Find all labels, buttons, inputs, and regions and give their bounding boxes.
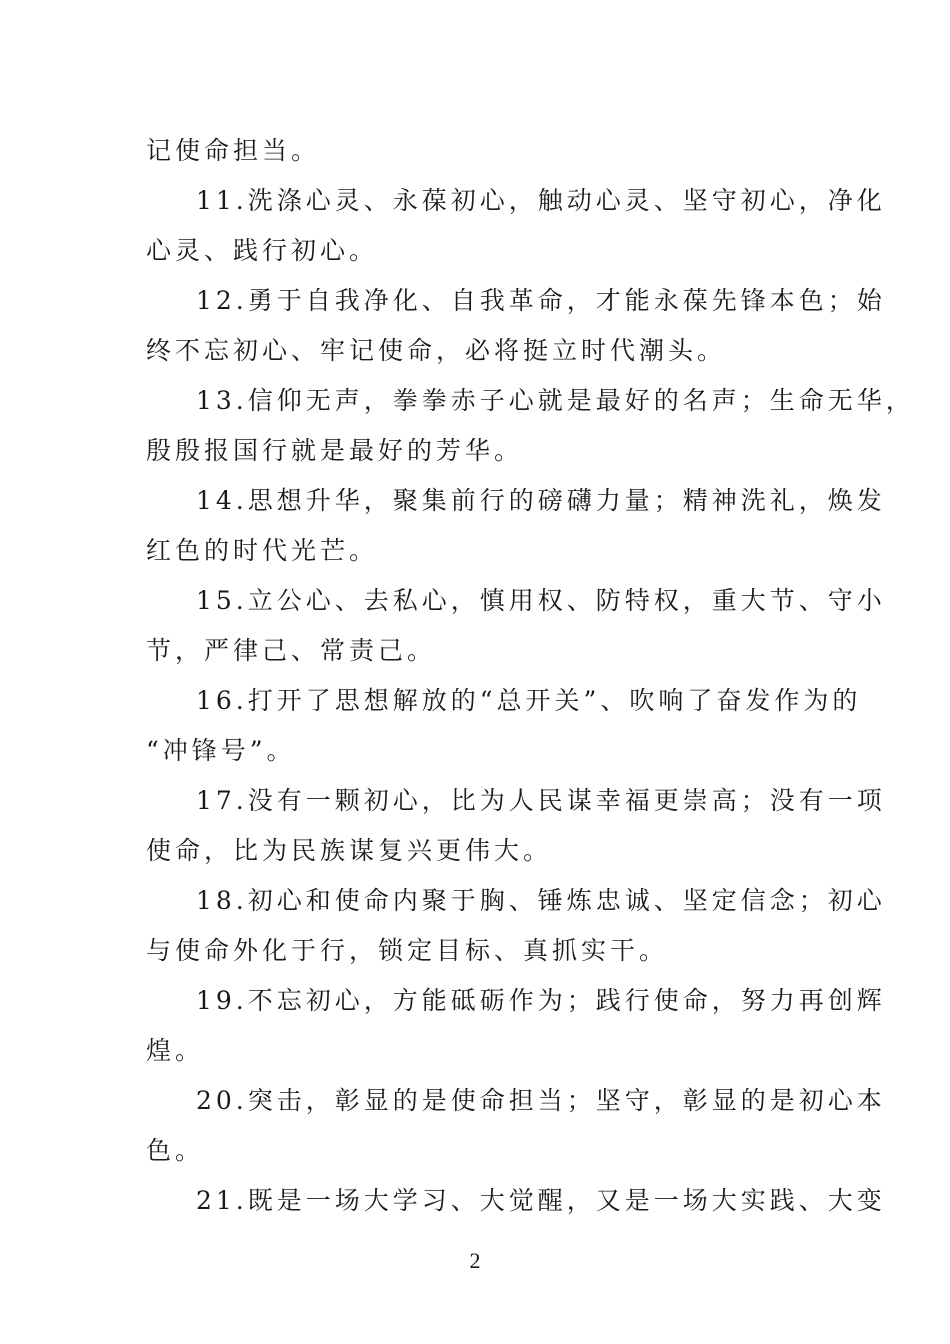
text-line: 与使命外化于行，锁定目标、真抓实干。 <box>146 936 669 965</box>
text-line: 18.初心和使命内聚于胸、锤炼忠诚、坚定信念；初心 <box>196 886 886 915</box>
text-line: 红色的时代光芒。 <box>146 536 379 565</box>
text-line: 17.没有一颗初心，比为人民谋幸福更崇高；没有一项 <box>196 786 886 815</box>
text-line: 殷殷报国行就是最好的芳华。 <box>146 436 524 465</box>
text-line: 煌。 <box>146 1036 205 1065</box>
text-line: 终不忘初心、牢记使命，必将挺立时代潮头。 <box>146 336 727 365</box>
text-line: 21.既是一场大学习、大觉醒，又是一场大实践、大变 <box>196 1186 886 1215</box>
text-line: 14.思想升华，聚集前行的磅礴力量；精神洗礼，焕发 <box>196 486 886 515</box>
text-line: 11.洗涤心灵、永葆初心，触动心灵、坚守初心，净化 <box>196 186 886 215</box>
page-number: 2 <box>469 1248 481 1273</box>
text-line: 16.打开了思想解放的“总开关”、吹响了奋发作为的 <box>196 686 862 715</box>
text-line: 记使命担当。 <box>146 136 321 165</box>
text-line: 12.勇于自我净化、自我革命，才能永葆先锋本色；始 <box>196 286 886 315</box>
text-line: 节，严律己、常责己。 <box>146 636 437 665</box>
text-line: 使命，比为民族谋复兴更伟大。 <box>146 836 553 865</box>
text-line: “冲锋号”。 <box>146 736 296 765</box>
text-line: 色。 <box>146 1136 205 1165</box>
text-line: 心灵、践行初心。 <box>146 236 379 265</box>
text-line: 20.突击，彰显的是使命担当；坚守，彰显的是初心本 <box>196 1086 886 1115</box>
text-line: 13.信仰无声，拳拳赤子心就是最好的名声；生命无华， <box>196 386 915 415</box>
text-line: 15.立公心、去私心，慎用权、防特权，重大节、守小 <box>196 586 886 615</box>
text-line: 19.不忘初心，方能砥砺作为；践行使命，努力再创辉 <box>196 986 886 1015</box>
